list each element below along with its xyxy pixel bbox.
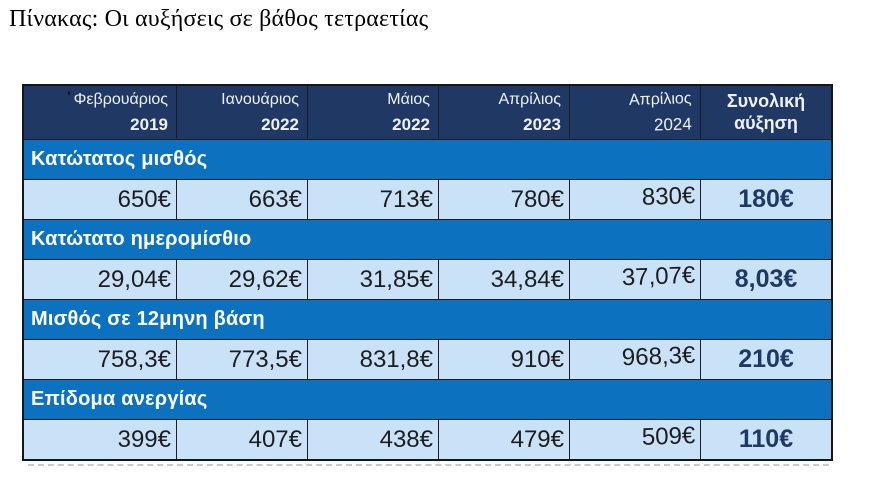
value-cell <box>570 260 700 299</box>
header-month-label: Μάιος <box>387 91 430 108</box>
header-year-label: 2024 <box>653 114 693 135</box>
header-cell-feb-2019 <box>24 86 176 139</box>
header-month-label: Ιανουάριος <box>221 91 299 108</box>
header-cell-apr-2023 <box>439 86 569 139</box>
value-cell: 479€ <box>439 420 569 459</box>
value-cell: 29,04€ <box>24 260 176 299</box>
section-label-12-month-salary: Μισθός σε 12μηνη βάση <box>24 300 831 339</box>
value-cell: 780€ <box>439 180 569 219</box>
header-cell-apr-2024 <box>570 86 700 139</box>
value-cell: 438€ <box>308 420 438 459</box>
wage-increases-table <box>22 84 833 461</box>
value-cell: 910€ <box>439 340 569 379</box>
total-cell: 8,03€ <box>701 260 831 299</box>
value-cell: 650€ <box>24 180 176 219</box>
total-header-line1: Συνολική <box>726 91 806 112</box>
value-cell: 773,5€ <box>177 340 307 379</box>
header-cell-total-increase <box>701 86 831 139</box>
header-month-label: Φεβρουάριος <box>73 91 168 108</box>
total-header-line2: αύξηση <box>734 112 798 133</box>
value-cell <box>570 180 700 219</box>
header-month-label: Απρίλιος <box>498 91 561 108</box>
value-text: 830€ <box>641 181 696 211</box>
header-year-label: 2019 <box>130 115 168 135</box>
value-text: 37,07€ <box>621 261 696 291</box>
header-cell-jan-2022 <box>177 86 307 139</box>
value-cell: 29,62€ <box>177 260 307 299</box>
page-title: Πίνακας: Οι αυξήσεις σε βάθος τετραετίας <box>9 6 429 32</box>
header-cell-may-2022 <box>308 86 438 139</box>
total-cell: 180€ <box>701 180 831 219</box>
value-cell: 831,8€ <box>308 340 438 379</box>
value-cell: 663€ <box>177 180 307 219</box>
section-label-unemployment-benefit: Επίδομα ανεργίας <box>24 380 831 419</box>
header-month-label: Απρίλιος <box>629 90 693 109</box>
value-cell: 34,84€ <box>439 260 569 299</box>
section-label-minimum-wage: Κατώτατος μισθός <box>24 140 831 179</box>
total-cell: 210€ <box>701 340 831 379</box>
value-text: 968,3€ <box>621 341 696 371</box>
value-cell: 713€ <box>308 180 438 219</box>
value-cell: 407€ <box>177 420 307 459</box>
value-cell <box>570 420 700 459</box>
header-year-label: 2022 <box>392 115 430 135</box>
value-cell: 31,85€ <box>308 260 438 299</box>
table-shadow-line <box>28 464 829 466</box>
header-month <box>67 88 168 109</box>
section-label-minimum-daily-wage: Κατώτατο ημερομίσθιο <box>24 220 831 259</box>
value-cell <box>570 340 700 379</box>
value-cell: 758,3€ <box>24 340 176 379</box>
value-text: 509€ <box>641 421 696 451</box>
value-cell: 399€ <box>24 420 176 459</box>
header-year-label: 2023 <box>523 115 561 135</box>
stray-mark-icon: ' <box>67 88 71 104</box>
total-cell: 110€ <box>701 420 831 459</box>
header-year-label: 2022 <box>261 115 299 135</box>
